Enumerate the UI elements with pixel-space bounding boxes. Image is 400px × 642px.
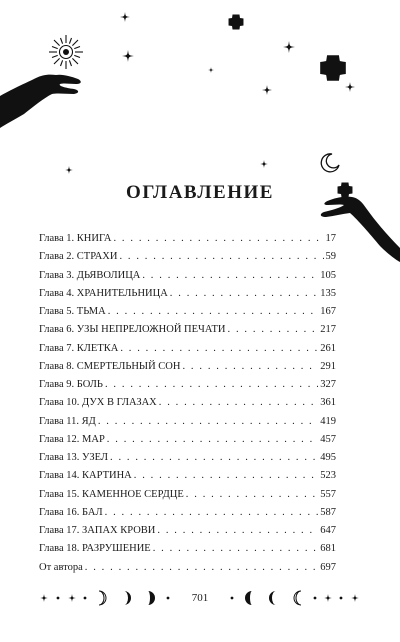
toc-entry[interactable]	[39, 324, 336, 342]
toc-entry-label: Глава 17. ЗАПАХ КРОВИ	[39, 525, 156, 536]
toc-entry[interactable]	[39, 270, 336, 288]
star-icon	[260, 160, 268, 168]
toc-entry[interactable]	[39, 397, 336, 415]
toc-entry-label: Глава 14. КАРТИНА	[39, 470, 132, 482]
dot-leader	[186, 489, 318, 500]
toc-entry-page: 167	[320, 306, 336, 317]
star-icon	[122, 50, 134, 62]
toc-entry[interactable]	[39, 343, 336, 361]
star-icon	[283, 41, 295, 53]
toc-entry[interactable]	[39, 306, 336, 324]
toc-entry-label: Глава 12. МАР	[39, 433, 105, 445]
toc-entry-label: Глава 13. УЗЕЛ	[39, 452, 108, 463]
toc-entry-label: Глава 3. ДЬЯВОЛИЦА	[39, 269, 141, 281]
toc-entry[interactable]	[39, 379, 336, 397]
table-of-contents	[39, 233, 336, 580]
toc-entry-page: 327	[320, 379, 336, 390]
toc-entry-label: Глава 9. БОЛЬ	[39, 379, 103, 390]
toc-entry-page: 557	[320, 488, 336, 500]
toc-entry-label: Глава 1. КНИГА	[39, 233, 112, 244]
dot-leader	[157, 525, 318, 536]
dot-leader	[228, 324, 319, 335]
toc-entry-page: 59	[325, 251, 336, 263]
toc-entry[interactable]	[39, 489, 336, 507]
toc-entry[interactable]	[39, 470, 336, 488]
toc-entry-label: Глава 4. ХРАНИТЕЛЬНИЦА	[39, 287, 168, 299]
toc-entry[interactable]	[39, 525, 336, 543]
left-hand-illustration	[0, 75, 81, 128]
sun-icon	[49, 35, 83, 69]
star-icon	[120, 12, 130, 22]
dot-leader	[105, 379, 318, 390]
toc-entry-page: 361	[320, 397, 336, 409]
dot-leader	[142, 270, 318, 281]
star-icon	[208, 67, 214, 73]
toc-entry-label: Глава 6. УЗЫ НЕПРЕЛОЖНОЙ ПЕЧАТИ	[39, 324, 226, 336]
dot-leader	[120, 343, 318, 354]
toc-entry[interactable]	[39, 233, 336, 251]
toc-entry-page: 105	[320, 269, 336, 281]
dot-leader	[113, 233, 323, 244]
toc-entry-page: 135	[320, 287, 336, 299]
toc-entry[interactable]	[39, 416, 336, 434]
toc-entry-label: Глава 15. КАМЕННОЕ СЕРДЦЕ	[39, 488, 184, 500]
toc-entry-page: 291	[320, 360, 336, 372]
toc-entry[interactable]	[39, 288, 336, 306]
page-number: 701	[0, 592, 400, 604]
dot-leader	[153, 543, 319, 554]
dot-leader	[108, 306, 319, 317]
outline-star-icon	[229, 15, 243, 29]
toc-entry-label: Глава 18. РАЗРУШЕНИЕ	[39, 543, 151, 555]
toc-entry[interactable]	[39, 361, 336, 379]
star-icon	[262, 85, 272, 95]
dot-leader	[119, 251, 323, 262]
toc-entry-label: Глава 7. КЛЕТКА	[39, 342, 119, 354]
toc-entry-label: Глава 10. ДУХ В ГЛАЗАХ	[39, 397, 157, 409]
toc-entry-page: 523	[320, 470, 336, 482]
toc-entry-label: Глава 5. ТЬМА	[39, 306, 106, 317]
toc-entry-page: 647	[320, 525, 336, 536]
toc-entry-label: Глава 16. БАЛ	[39, 506, 103, 518]
toc-entry-label: Глава 2. СТРАХИ	[39, 251, 118, 263]
toc-entry[interactable]	[39, 251, 336, 269]
toc-entry[interactable]	[39, 543, 336, 561]
outline-star-icon	[321, 56, 345, 80]
dot-leader	[159, 397, 319, 408]
toc-entry-label: Глава 8. СМЕРТЕЛЬНЫЙ СОН	[39, 360, 181, 372]
toc-entry-page: 261	[320, 342, 336, 354]
toc-entry-page: 587	[320, 506, 336, 518]
toc-entry-page: 697	[320, 561, 336, 573]
dot-leader	[98, 416, 318, 427]
toc-entry-page: 495	[320, 452, 336, 463]
toc-entry-page: 17	[325, 233, 336, 244]
dot-leader	[110, 452, 318, 463]
star-icon	[345, 82, 355, 92]
toc-entry[interactable]	[39, 507, 336, 525]
star-icon	[65, 166, 73, 174]
page-title: ОГЛАВЛЕНИЕ	[126, 182, 274, 203]
dot-leader	[107, 434, 318, 445]
dot-leader	[105, 507, 319, 518]
toc-entry[interactable]	[39, 452, 336, 470]
toc-entry[interactable]	[39, 562, 336, 580]
dot-leader	[182, 361, 318, 372]
toc-entry-label: От автора	[39, 561, 83, 573]
toc-entry-page: 217	[320, 324, 336, 336]
dot-leader	[134, 470, 318, 481]
crescent-moon-icon	[321, 154, 339, 172]
toc-entry-page: 419	[320, 415, 336, 427]
toc-entry[interactable]	[39, 434, 336, 452]
dot-leader	[85, 562, 318, 573]
toc-entry-page: 457	[320, 433, 336, 445]
toc-entry-page: 681	[320, 543, 336, 555]
dot-leader	[170, 288, 318, 299]
toc-entry-label: Глава 11. ЯД	[39, 415, 96, 427]
